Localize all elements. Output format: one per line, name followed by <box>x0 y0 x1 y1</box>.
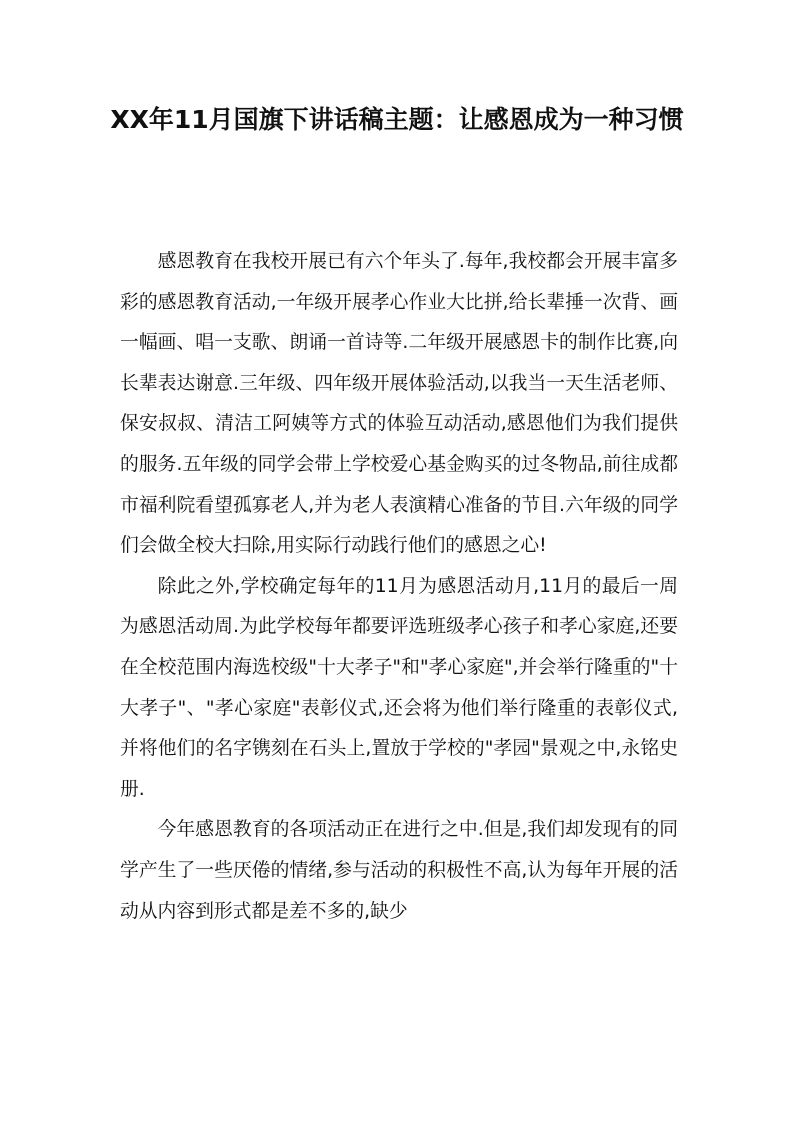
page-title: XX年11月国旗下讲话稿主题：让感恩成为一种习惯 <box>110 105 684 134</box>
document-body <box>120 242 678 932</box>
paragraph-3: 今年感恩教育的各项活动正在进行之中.但是,我们却发现有的同学产生了一些厌倦的情绪,参与活动的积极性不高,认为每年开展的活动从内容到形式都是差不多的,缺少 <box>120 819 678 922</box>
paragraph-2: 除此之外,学校确定每年的11月为感恩活动月,11月的最后一周为感恩活动周.为此学校每年都要评选班级孝心孩子和孝心家庭,还要在全校范围内海选校级"十大孝子"和"孝心家庭",并会举行隆重的"十大孝子"、"孝心家庭"表彰仪式,还会将为他们举行隆重的表彰仪式,并将他们的名字镌刻在石头上,置放于学校的"孝园"景观之中,永铭史册. <box>120 575 678 800</box>
paragraph-1: 感恩教育在我校开展已有六个年头了.每年,我校都会开展丰富多彩的感恩教育活动,一年级开展孝心作业大比拼,给长辈捶一次背、画一幅画、唱一支歌、朗诵一首诗等.二年级开展感恩卡的制作比赛,向长辈表达谢意.三年级、四年级开展体验活动,以我当一天生活老师、保安叔叔、清洁工阿姨等方式的体验互动活动,感恩他们为我们提供的服务.五年级的同学会带上学校爱心基金购买的过冬物品,前往成都市福利院看望孤寡老人,并为老人表演精心准备的节目.六年级的同学们会做全校大扫除,用实际行动践行他们的感恩之心! <box>120 251 678 557</box>
